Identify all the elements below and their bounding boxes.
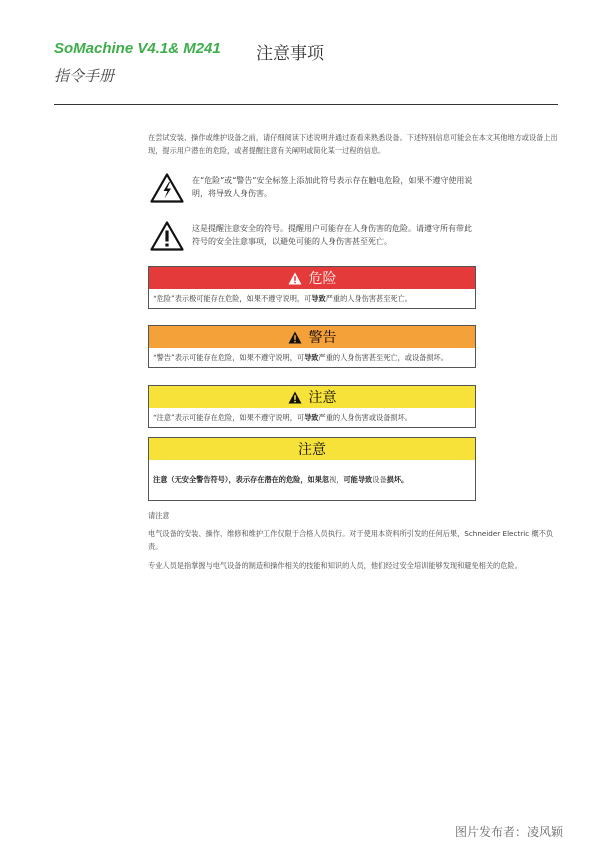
warning-description: “警告”表示可能存在危险，如果不遵守说明，可导致严重的人身伤害甚至死亡，或设备损坏。	[153, 353, 448, 362]
brand-title: SoMachine V4.1& M241	[54, 40, 221, 57]
notice-header	[149, 438, 475, 460]
safety-alert-text: 这是提醒注意安全的符号。提醒用户可能存在人身伤害的危险。请遵守所有带此符号的安全注意事项，以避免可能的人身伤害甚至死亡。	[192, 224, 472, 246]
caution-label: 注意	[308, 390, 337, 406]
danger-label: 危险	[308, 271, 337, 287]
warning-header	[149, 326, 475, 348]
safety-alert-row	[150, 219, 480, 255]
electrical-hazard-icon	[150, 173, 184, 203]
notice-description: 注意（无安全警告符号），表示存在潜在的危险，如果忽视，可能导致设备损坏。	[153, 475, 409, 484]
publisher-credit: 图片发布者：凌风颖	[455, 825, 564, 839]
page-title: 注意事项	[256, 44, 324, 64]
electrical-hazard-row	[150, 171, 480, 207]
notes-paragraph-qualified-personnel: 电气设备的安装、操作、维修和维护工作仅限于合格人员执行。对于使用本资料所引发的任何后果，Schneider Electric 概不负责。	[148, 529, 554, 551]
notice-box	[148, 437, 476, 501]
manual-subtitle: 指令手册	[54, 67, 115, 85]
caution-header	[149, 386, 475, 408]
warning-triangle-icon	[288, 391, 302, 404]
warning-triangle-icon	[288, 272, 302, 285]
warning-box	[148, 325, 476, 368]
danger-box	[148, 266, 476, 309]
warning-triangle-icon	[288, 331, 302, 344]
safety-alert-icon	[150, 221, 184, 251]
intro-paragraph: 在尝试安装、操作或维护设备之前，请仔细阅读下述说明并通过查看来熟悉设备。下述特别信息可能会在本文其他地方或设备上出现，提示用户潜在的危险，或者提醒注意有关阐明或简化某一过程的信息。	[148, 133, 558, 155]
header-divider	[54, 104, 558, 105]
warning-label: 警告	[308, 330, 337, 346]
notice-label: 注意	[298, 442, 326, 458]
notes-heading: 请注意	[148, 511, 170, 520]
caution-box	[148, 385, 476, 428]
danger-header	[149, 267, 475, 289]
caution-description: “注意”表示可能存在危险，如果不遵守说明，可导致严重的人身伤害或设备损坏。	[153, 413, 412, 422]
danger-description: “危险”表示极可能存在危险，如果不遵守说明，可导致严重的人身伤害甚至死亡。	[153, 294, 412, 303]
electrical-hazard-text: 在“危险”或“警告”安全标签上添加此符号表示存在触电危险，如果不遵守使用说明，将导致人身伤害。	[192, 176, 473, 198]
notes-paragraph-professional-definition: 专业人员是指掌握与电气设备的制造和操作相关的技能和知识的人员，他们经过安全培训能够发现和避免相关的危险。	[148, 561, 522, 570]
